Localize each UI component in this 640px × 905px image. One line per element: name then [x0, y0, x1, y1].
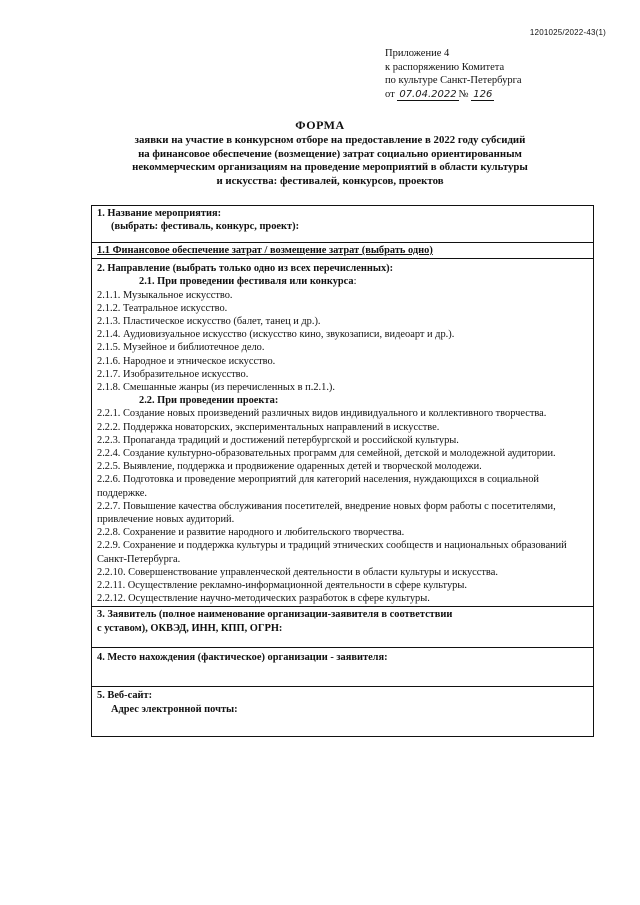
date-prefix: от	[385, 88, 395, 100]
direction-item[interactable]: 2.1.1. Музыкальное искусство.	[97, 289, 233, 301]
project-item[interactable]: 2.2.4. Создание культурно-образовательных программ для семейной, детской и молодежной аудитории.	[97, 448, 556, 460]
form-title: ФОРМА	[295, 118, 345, 132]
handwritten-date: 07.04.2022	[399, 88, 457, 100]
direction-item[interactable]: 2.1.7. Изобразительное искусство.	[97, 368, 249, 380]
application-form-table	[91, 205, 594, 737]
section-5-contacts[interactable]	[92, 687, 593, 737]
project-item[interactable]: 2.2.9. Сохранение и поддержка культуры и традиций этнических сообществ и национальных образований Санкт-Петербурга.	[97, 540, 567, 565]
appendix-line-1: Приложение 4	[385, 48, 450, 59]
project-item[interactable]: 2.2.3. Пропаганда традиций и достижений петербургской и российской культуры.	[97, 434, 459, 446]
appendix-block	[385, 47, 522, 101]
section-2-1-heading: 2.1. При проведении фестиваля или конкурса:	[139, 276, 357, 288]
appendix-line-2: к распоряжению Комитета	[385, 61, 505, 73]
document-id: 1201025/2022-43(1)	[529, 28, 606, 37]
direction-item[interactable]: 2.1.3. Пластическое искусство (балет, танец и др.).	[97, 316, 321, 328]
section-2-2-heading: 2.2. При проведении проекта:	[139, 395, 279, 407]
subtitle-line-2: на финансовое обеспечение (возмещение) затрат социально ориентированным	[138, 147, 522, 160]
subtitle-line-3: некоммерческим организациям на проведение мероприятий в области культуры	[132, 161, 528, 174]
appendix-line-3: по культуре Санкт-Петербурга	[385, 75, 522, 86]
direction-item[interactable]: 2.1.2. Театральное искусство.	[97, 302, 228, 314]
email-label: Адрес электронной почты:	[111, 703, 238, 715]
project-item[interactable]: 2.2.8. Сохранение и развитие народного и любительского творчества.	[97, 527, 405, 539]
subtitle-line-1: заявки на участие в конкурсном отборе на предоставление в 2022 году субсидий	[134, 134, 526, 146]
section-2-heading: 2. Направление (выбрать только одно из всех перечисленных):	[97, 263, 394, 275]
section-2-direction	[92, 259, 593, 607]
section-1-1-funding-type[interactable]: 1.1 Финансовое обеспечение затрат / возмещение затрат (выбрать одно)	[92, 243, 593, 259]
direction-item[interactable]: 2.1.5. Музейное и библиотечное дело.	[97, 342, 265, 354]
direction-item[interactable]: 2.1.6. Народное и этническое искусство.	[97, 355, 276, 367]
subtitle-line-4: и искусства: фестивалей, конкурсов, проектов	[216, 174, 444, 187]
section-3-applicant[interactable]	[92, 607, 593, 648]
form-subtitle	[80, 134, 580, 188]
project-item[interactable]: 2.2.11. Осуществление рекламно-информационной деятельности в сфере культуры.	[97, 580, 467, 592]
section-3-line-2: с уставом), ОКВЭД, ИНН, КПП, ОГРН:	[97, 622, 283, 634]
project-item[interactable]: 2.2.6. Подготовка и проведение мероприятий для категорий населения, нуждающихся в социальной поддержке.	[97, 474, 539, 499]
project-item[interactable]: 2.2.5. Выявление, поддержка и продвижение одаренных детей и творческой молодежи.	[97, 461, 482, 473]
number-prefix: №	[458, 88, 469, 100]
project-item[interactable]: 2.2.1. Создание новых произведений различных видов индивидуального и коллективного творчества.	[97, 408, 547, 420]
project-item[interactable]: 2.2.7. Повышение качества обслуживания посетителей, внедрение новых форм работы с посетителями, привлечение новых аудиторий.	[97, 500, 556, 526]
project-item[interactable]: 2.2.2. Поддержка новаторских, экспериментальных направлений в искусстве.	[97, 421, 440, 433]
section-3-line-1: 3. Заявитель (полное наименование организации-заявителя в соответствии	[97, 609, 453, 621]
project-item[interactable]: 2.2.12. Осуществление научно-методических разработок в сфере культуры.	[97, 593, 430, 605]
website-label: 5. Веб-сайт:	[97, 690, 153, 702]
handwritten-number: 126	[473, 88, 493, 100]
direction-item[interactable]: 2.1.4. Аудиовизуальное искусство (искусство кино, звукозаписи, видеоарт и др.).	[97, 329, 455, 341]
section-1-event-name[interactable]	[92, 206, 593, 243]
appendix-date-line	[385, 88, 522, 102]
direction-item[interactable]: 2.1.8. Смешанные жанры (из перечисленных в п.2.1.).	[97, 382, 335, 394]
project-item[interactable]: 2.2.10. Совершенствование управленческой деятельности в области культуры и искусства.	[97, 566, 498, 578]
section-1-line-2: (выбрать: фестиваль, конкурс, проект):	[111, 221, 300, 233]
section-1-line-1: 1. Название мероприятия:	[97, 208, 222, 219]
section-4-location[interactable]: 4. Место нахождения (фактическое) организации - заявителя:	[92, 648, 593, 687]
